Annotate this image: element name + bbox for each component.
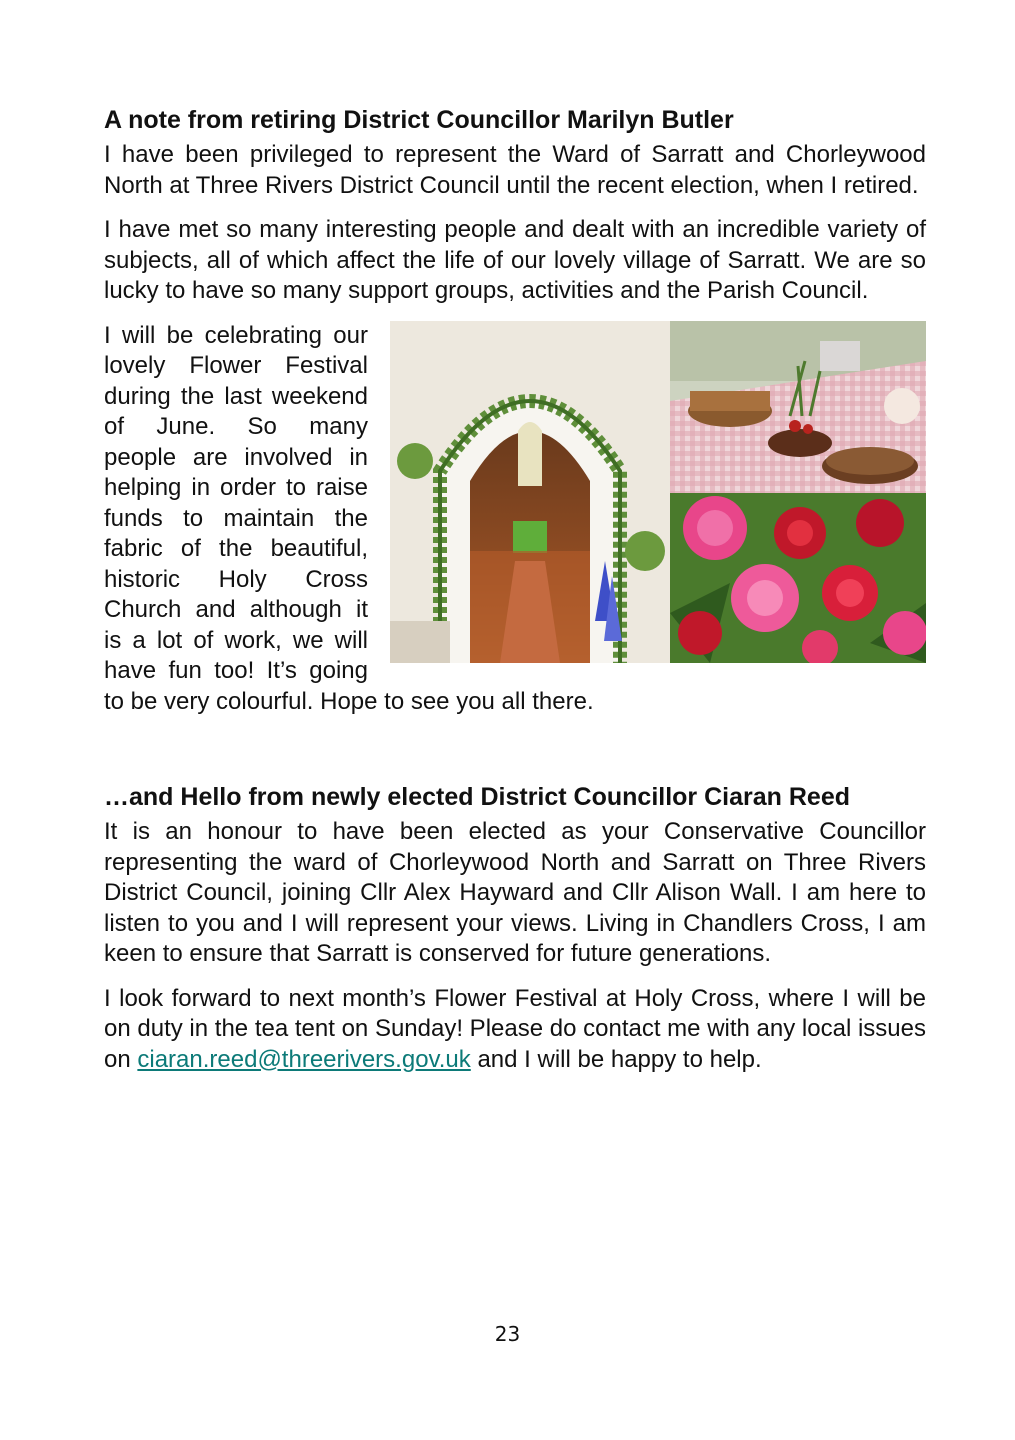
paragraph-text: I look forward to next month’s Flower Festival at Holy Cross, where I will be on duty in the tea tent on Sunday! Please do contact me with any local issues on bbox=[104, 984, 926, 1073]
section-heading-ciaran-reed: …and Hello from newly elected District Councillor Ciaran Reed bbox=[104, 783, 850, 811]
paragraph: I have been privileged to represent the Ward of Sarratt and Chorleywood North at Three Rivers District Council until the recent election, when I retired. bbox=[104, 141, 926, 199]
tea-table-photo bbox=[670, 321, 926, 493]
page-number: 23 bbox=[494, 1322, 521, 1346]
roses-photo bbox=[670, 493, 926, 663]
section-heading-marilyn-butler: A note from retiring District Councillor Marilyn Butler bbox=[104, 106, 734, 134]
church-doorway-photo bbox=[390, 321, 670, 663]
paragraph: I will be celebrating our lovely Flower Festival during the last weekend of June. So many people are involved in helping in order to raise funds to maintain the fabric of the beautiful, historic Holy Cross Church and although it is a lot of work, we will have fun too! It’s going to be very colourful. Hope to see you all there. bbox=[104, 321, 594, 715]
paragraph: I have met so many interesting people and dealt with an incredible variety of subjects, all of which affect the life of our lovely village of Sarratt. We are so lucky to have so many support groups, activities and the Parish Council. bbox=[104, 216, 926, 304]
paragraph-text: and I will be happy to help. bbox=[470, 1045, 762, 1073]
page-content bbox=[104, 104, 926, 1089]
email-link[interactable]: ciaran.reed@threerivers.gov.uk bbox=[137, 1045, 471, 1073]
section-spacer bbox=[104, 731, 926, 781]
paragraph-with-contact bbox=[104, 984, 926, 1076]
flower-festival-photo-collage bbox=[390, 321, 926, 663]
paragraph: It is an honour to have been elected as your Conservative Councillor representing the ward of Chorleywood North and Sarratt on Three Rivers District Council, joining Cllr Alex Hayward and Cllr Alison Wall. I am here to listen to you and I will represent your views. Living in Chandlers Cross, I am keen to ensure that Sarratt is conserved for future generations. bbox=[104, 818, 926, 967]
